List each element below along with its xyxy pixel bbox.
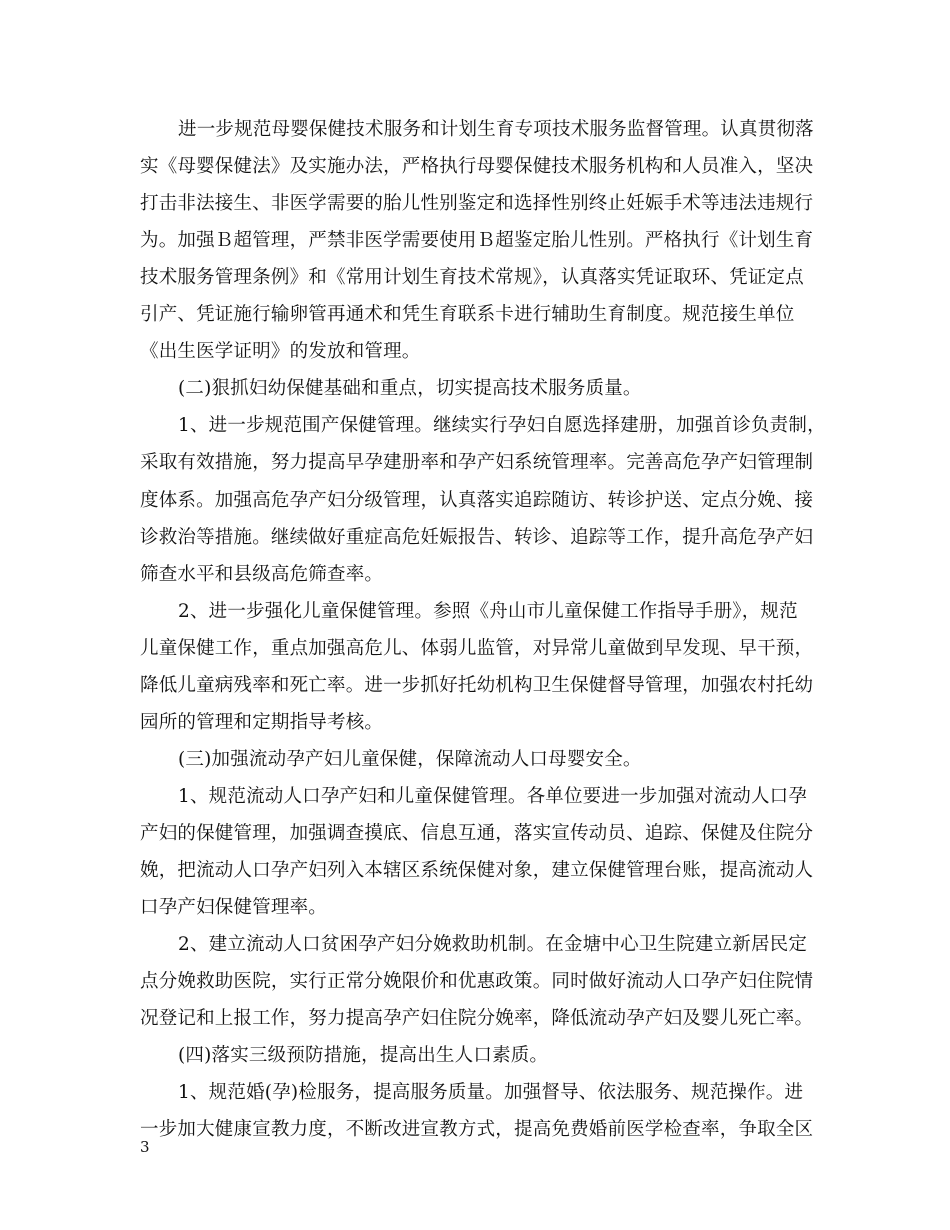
text-line: 2、进一步强化儿童保健管理。参照《舟山市儿童保健工作指导手册》，规范: [178, 600, 798, 622]
text-line: (二)狠抓妇幼保健基础和重点，切实提高技术服务质量。: [178, 378, 642, 400]
text-line: 2、建立流动人口贫困孕产妇分娩救助机制。在金塘中心卫生院建立新居民定: [178, 934, 808, 956]
text-line: 为。加强Ｂ超管理，严禁非医学需要使用Ｂ超鉴定胎儿性别。严格执行《计划生育: [140, 230, 814, 252]
text-line: 降低儿童病残率和死亡率。进一步抓好托幼机构卫生保健督导管理，加强农村托幼: [140, 674, 814, 696]
text-line: 1、进一步规范围产保健管理。继续实行孕妇自愿选择建册，加强首诊负责制，: [178, 415, 826, 437]
text-line: 娩，把流动人口孕产妇列入本辖区系统保健对象，建立保健管理台账，提高流动人: [140, 860, 814, 881]
text-line: 筛查水平和县级高危筛查率。: [140, 563, 384, 585]
text-line: 一步加大健康宣教力度，不断改进宣教方式，提高免费婚前医学检查率，争取全区: [140, 1119, 814, 1141]
text-line: 产妇的保健管理，加强调查摸底、信息互通，落实宣传动员、追踪、保健及住院分: [140, 822, 814, 844]
text-line: 《出生医学证明》的发放和管理。: [140, 341, 421, 363]
text-line: 诊救治等措施。继续做好重症高危妊娠报告、转诊、追踪等工作，提升高危孕产妇: [140, 526, 814, 548]
text-line: 实《母婴保健法》及实施办法，严格执行母婴保健技术服务机构和人员准入，坚决: [140, 156, 814, 178]
page-number: 3: [140, 1138, 150, 1156]
text-line: 1、规范流动人口孕产妇和儿童保健管理。各单位要进一步加强对流动人口孕: [178, 785, 808, 807]
text-line: 儿童保健工作，重点加强高危儿、体弱儿监管，对异常儿童做到早发现、早干预，: [140, 637, 814, 659]
text-line: 打击非法接生、非医学需要的胎儿性别鉴定和选择性别终止妊娠手术等违法违规行: [140, 193, 814, 215]
text-line: 技术服务管理条例》和《常用计划生育技术常规》，认真落实凭证取环、凭证定点: [140, 267, 804, 289]
text-line: 引产、凭证施行输卵管再通术和凭生育联系卡进行辅助生育制度。规范接生单位: [140, 304, 795, 326]
text-line: 口孕产妇保健管理率。: [140, 897, 328, 919]
text-line: 度体系。加强高危孕产妇分级管理，认真落实追踪随访、转诊护送、定点分娩、接: [140, 489, 814, 511]
text-line: 况登记和上报工作，努力提高孕产妇住院分娩率，降低流动孕产妇及婴儿死亡率。: [140, 1008, 814, 1030]
text-line: 点分娩救助医院，实行正常分娩限价和优惠政策。同时做好流动人口孕产妇住院情: [140, 971, 814, 993]
text-line: 园所的管理和定期指导考核。: [140, 711, 384, 733]
text-line: 进一步规范母婴保健技术服务和计划生育专项技术服务监督管理。认真贯彻落: [178, 119, 814, 140]
text-line: (三)加强流动孕产妇儿童保健，保障流动人口母婴安全。: [178, 748, 642, 770]
text-line: 采取有效措施，努力提高早孕建册率和孕产妇系统管理率。完善高危孕产妇管理制: [140, 452, 814, 474]
text-line: (四)落实三级预防措施，提高出生人口素质。: [178, 1045, 549, 1067]
text-line: 1、规范婚(孕)检服务，提高服务质量。加强督导、依法服务、规范操作。进: [178, 1082, 804, 1104]
